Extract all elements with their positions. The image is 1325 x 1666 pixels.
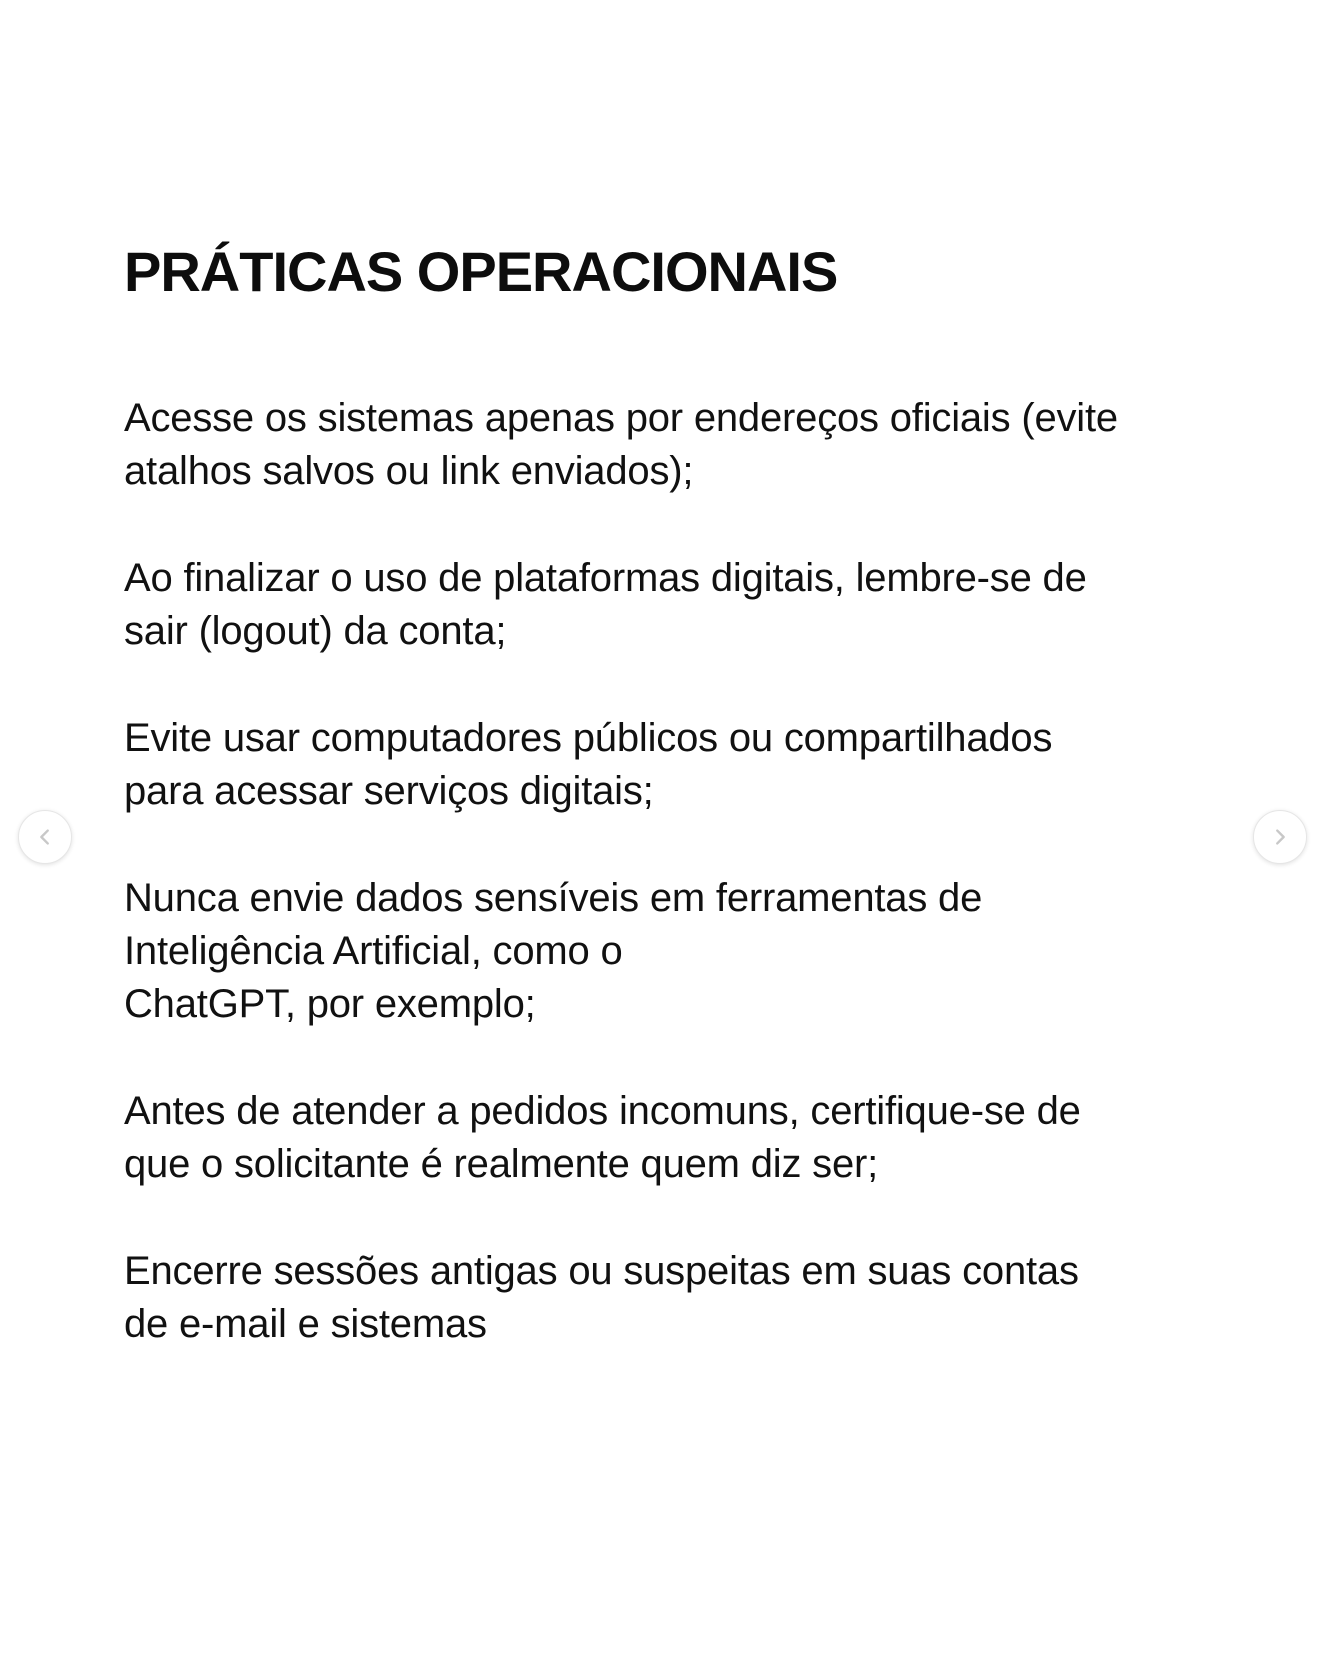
chevron-right-icon (1269, 826, 1291, 848)
practices-list (124, 392, 1214, 1405)
list-item: Evite usar computadores públicos ou compartilhados para acessar serviços digitais; (124, 716, 1053, 813)
list-item: Ao finalizar o uso de plataformas digitais, lembre-se de sair (logout) da conta; (124, 556, 1087, 653)
list-item: Nunca envie dados sensíveis em ferramentas de Inteligência Artificial, como o ChatGPT, por exemplo; (124, 876, 983, 1026)
list-item: Encerre sessões antigas ou suspeitas em suas contas de e-mail e sistemas (124, 1249, 1079, 1346)
previous-slide-button[interactable] (18, 810, 72, 864)
list-item: Acesse os sistemas apenas por endereços oficiais (evite atalhos salvos ou link enviados); (124, 396, 1118, 493)
chevron-left-icon (34, 826, 56, 848)
list-item: Antes de atender a pedidos incomuns, certifique-se de que o solicitante é realmente quem diz ser; (124, 1089, 1081, 1186)
next-slide-button[interactable] (1253, 810, 1307, 864)
page-title: PRÁTICAS OPERACIONAIS (124, 240, 838, 303)
